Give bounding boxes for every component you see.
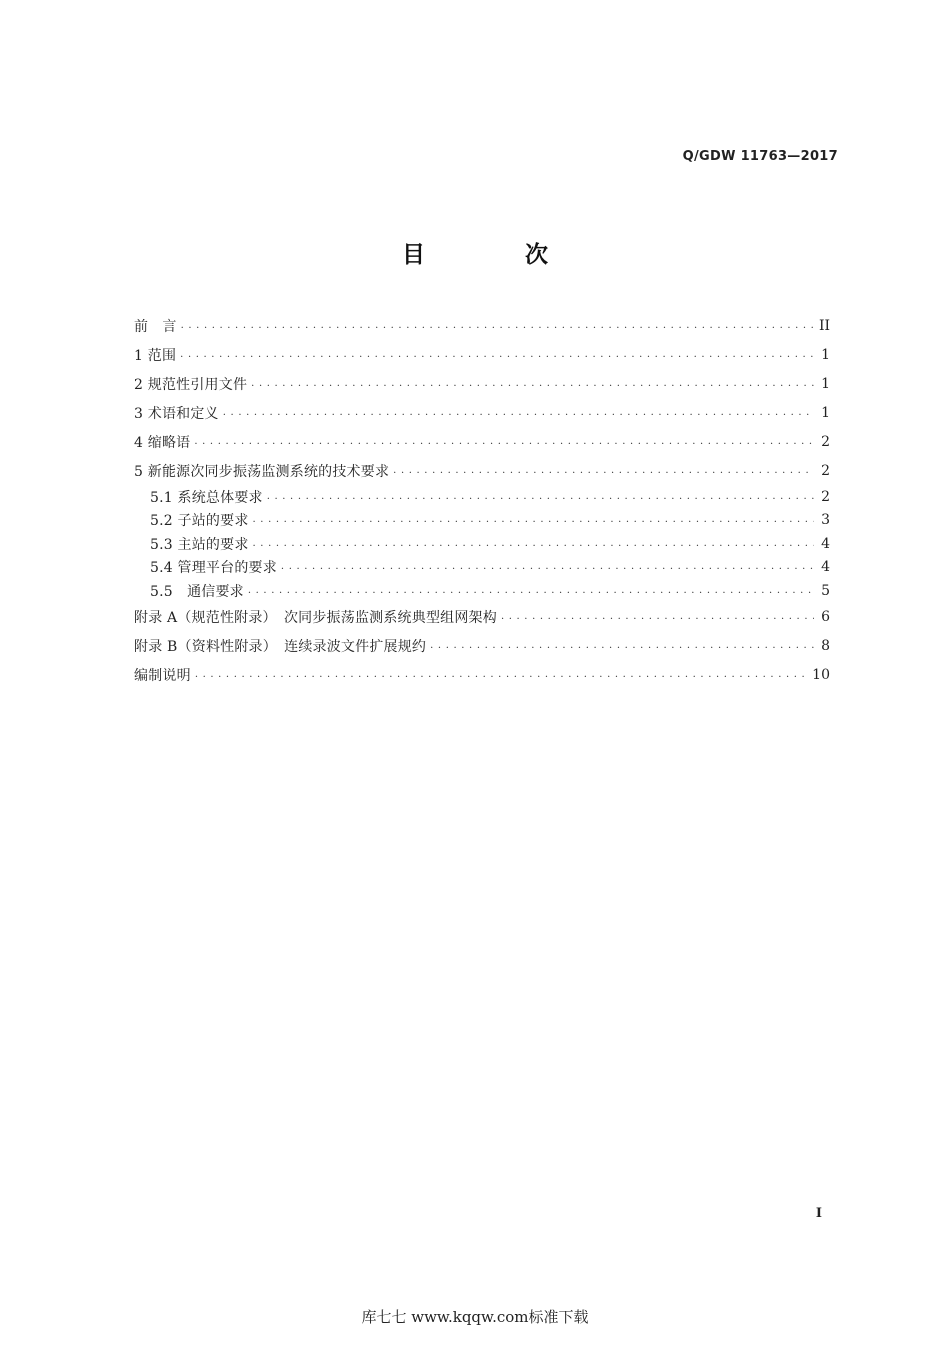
toc-entry-compilation-notes[interactable] xyxy=(134,661,830,690)
toc-entry-5-3[interactable] xyxy=(134,532,830,556)
toc-entry-abbreviations[interactable] xyxy=(134,427,830,456)
toc-entry-5-2[interactable] xyxy=(134,509,830,533)
toc-entry-foreword[interactable] xyxy=(134,311,830,340)
toc-entry-page: 3 xyxy=(821,512,830,529)
toc-entry-page: 8 xyxy=(821,638,830,654)
toc-entry-page: 5 xyxy=(821,582,830,599)
toc-leader-dots xyxy=(251,377,814,391)
toc-entry-page: 2 xyxy=(821,488,830,505)
page-title: 目 次 xyxy=(401,242,594,268)
toc-leader-dots xyxy=(430,639,814,653)
toc-entry-label: 附录 B（资料性附录） 连续录波文件扩展规约 xyxy=(134,639,427,655)
toc-entry-5-1[interactable] xyxy=(134,485,830,509)
toc-entry-page: 2 xyxy=(821,462,830,479)
toc-entry-label: 5.4 管理平台的要求 xyxy=(150,560,277,577)
document-code: Q/GDW 11763—2017 xyxy=(682,149,838,164)
toc-entry-page: 6 xyxy=(821,609,830,625)
toc-entry-page: 4 xyxy=(821,535,830,552)
toc-entry-terms-definitions[interactable] xyxy=(134,398,830,427)
toc-entry-label: 5.3 主站的要求 xyxy=(150,536,249,553)
toc-entry-normative-references[interactable] xyxy=(134,369,830,398)
toc-entry-5-5[interactable] xyxy=(134,579,830,603)
toc-leader-dots xyxy=(223,406,814,420)
toc-leader-dots xyxy=(253,537,814,551)
toc-entry-label: 5 新能源次同步振荡监测系统的技术要求 xyxy=(134,463,390,480)
toc-entry-page: 1 xyxy=(821,346,830,363)
footer-watermark: 库七七 www.kqqw.com标准下载 xyxy=(361,1308,589,1326)
toc-entry-label: 3 术语和定义 xyxy=(134,405,219,422)
toc-leader-dots xyxy=(501,610,814,624)
toc-entry-page: II xyxy=(818,317,830,334)
toc-leader-dots xyxy=(195,668,806,682)
toc-entry-label: 5.5 通信要求 xyxy=(150,583,244,600)
toc-entry-label: 4 缩略语 xyxy=(134,434,191,451)
toc-entry-page: 4 xyxy=(821,559,830,576)
toc-entry-page: 1 xyxy=(821,375,830,392)
toc-entry-label: 5.2 子站的要求 xyxy=(150,513,249,530)
toc-entry-page: 2 xyxy=(821,433,830,450)
toc-entry-label: 附录 A（规范性附录） 次同步振荡监测系统典型组网架构 xyxy=(134,610,497,626)
toc-entry-scope[interactable] xyxy=(134,340,830,369)
toc-entry-technical-requirements[interactable] xyxy=(134,456,830,485)
toc-entry-5-4[interactable] xyxy=(134,556,830,580)
toc-entry-appendix-b[interactable] xyxy=(134,632,830,661)
toc-entry-label: 1 范围 xyxy=(134,347,177,364)
toc-leader-dots xyxy=(194,435,814,449)
table-of-contents xyxy=(134,311,830,690)
toc-leader-dots xyxy=(181,319,813,333)
toc-entry-page: 10 xyxy=(812,667,830,683)
toc-leader-dots xyxy=(180,348,814,362)
toc-entry-appendix-a[interactable] xyxy=(134,603,830,632)
toc-leader-dots xyxy=(281,560,814,574)
toc-leader-dots xyxy=(393,464,814,478)
toc-entry-label: 前 言 xyxy=(134,318,177,335)
toc-entry-page: 1 xyxy=(821,404,830,421)
toc-entry-label: 2 规范性引用文件 xyxy=(134,376,248,393)
toc-entry-label: 5.1 系统总体要求 xyxy=(150,489,263,506)
page-number: I xyxy=(815,1206,822,1221)
toc-leader-dots xyxy=(267,490,814,504)
toc-leader-dots xyxy=(248,584,814,598)
toc-entry-label: 编制说明 xyxy=(134,668,191,684)
toc-leader-dots xyxy=(253,513,814,527)
